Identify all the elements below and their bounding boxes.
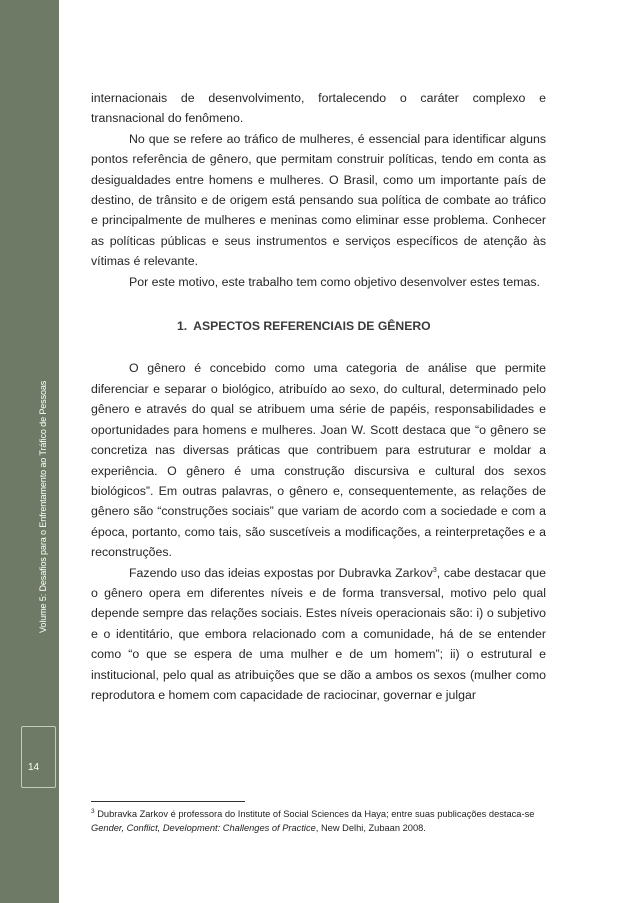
section-title: ASPECTOS REFERENCIAIS DE GÊNERO (193, 319, 431, 334)
footnote-text: , New Delhi, Zubaan 2008. (315, 822, 426, 833)
document-body (91, 88, 546, 705)
footnote (91, 808, 551, 835)
sidebar (0, 0, 59, 903)
section-heading (91, 316, 546, 336)
footnote-reference: 3 (432, 566, 437, 574)
paragraph: No que se refere ao tráfico de mulheres, é essencial para identificar alguns pontos referência de gênero, que permitam construir políticas, tendo em conta as desigualdades entre homens e mulheres. O Brasil, como um importante país de destino, de trânsito e de origem está pensando sua política de combate ao tráfico e principalmente de mulheres e meninas como eliminar esse problema. Conhecer as políticas públicas e seus instrumentos e serviços específicos de atenção às vítimas é relevante. (91, 131, 546, 269)
paragraph-text: Fazendo uso das ideias expostas por Dubravka Zarkov (129, 565, 433, 580)
paragraph-text: , cabe destacar que o gênero opera em diferentes níveis e de forma transversal, motivo pelo qual depende sempre das relações sociais. Estes níveis operacionais são: i) o subjetivo e o identitário, que embora relacionado com a comunidade, há de se entender como “o que se espera de uma mulher e de um homem”; ii) o estrutural e institucional, pelo qual as atribuições que se dão a ambos os sexos (mulher como reprodutora e homem com capacidade de raciocinar, governar e julgar (91, 565, 546, 702)
page-number: 14 (28, 762, 40, 773)
footnote-text: Dubravka Zarkov é professora do Institute of Social Sciences da Haya; entre suas publicações destaca-se (94, 809, 535, 819)
footnote-divider (91, 801, 245, 802)
section-number: 1. (177, 319, 188, 334)
paragraph: internacionais de desenvolvimento, fortalecendo o caráter complexo e transnacional do fenômeno. (91, 91, 546, 126)
footnote-marker: 3 (91, 807, 95, 815)
paragraph: O gênero é concebido como uma categoria de análise que permite diferenciar e separar o biológico, atribuído ao sexo, do cultural, determinado pelo gênero e através do qual se atribuem uma série de papéis, responsabilidades e oportunidades para homens e mulheres. Joan W. Scott destaca que “o gênero se concretiza nas diversas práticas que contribuem para estruturar e moldar a experiência. O gênero é uma construção discursiva e cultural dos sexos biológicos”. Em outras palavras, o gênero e, consequentemente, as relações de gênero são “construções sociais” que variam de acordo com a sociedade e com a época, portanto, como tais, são suscetíveis a modificações, a reinterpretações e a reconstruções. (91, 361, 546, 560)
footnote-book-title: Gender, Conflict, Development: Challenges of Practice (91, 822, 316, 833)
paragraph: Por este motivo, este trabalho tem como objetivo desenvolver estes temas. (129, 274, 540, 289)
volume-title: Volume 5: Desafios para o Enfrentamento ao Tráfico de Pessoas (38, 380, 48, 633)
page-number-box (21, 726, 56, 788)
paragraph (91, 563, 546, 706)
